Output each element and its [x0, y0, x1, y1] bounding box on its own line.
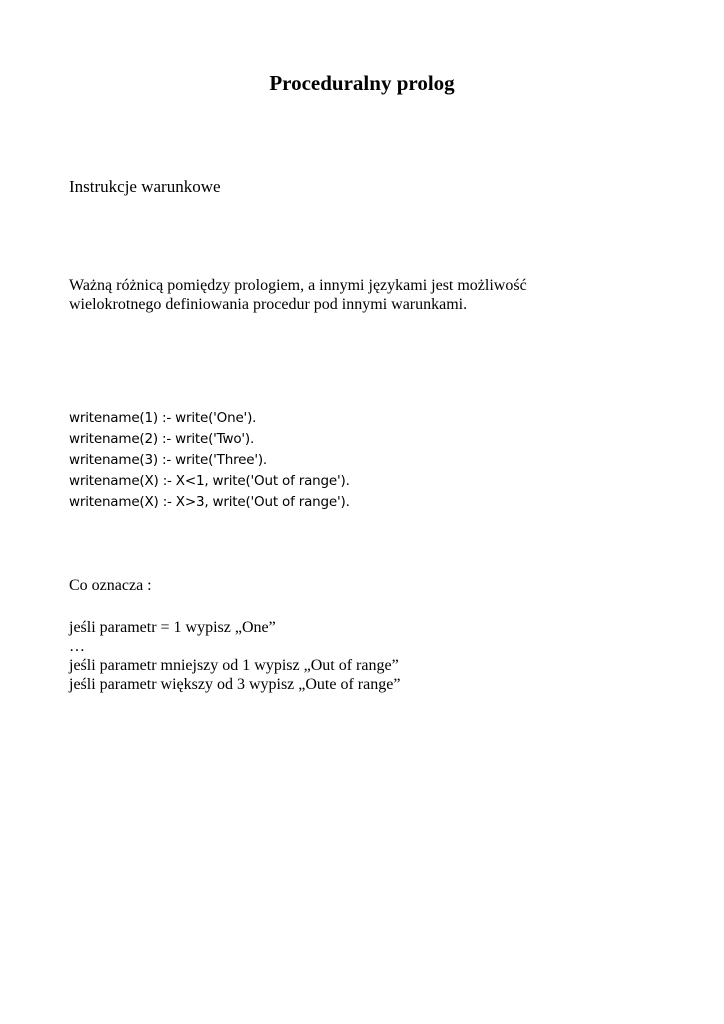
meaning-line: jeśli parametr większy od 3 wypisz „Oute of range” [69, 676, 401, 693]
meaning-line: jeśli parametr = 1 wypisz „One” [69, 619, 276, 636]
code-line: writename(1) :- write('One'). [69, 410, 257, 426]
section-heading: Instrukcje warunkowe [69, 177, 221, 196]
meaning-heading: Co oznacza : [69, 577, 152, 594]
code-line: writename(X) :- X<1, write('Out of range'). [69, 473, 350, 489]
code-block [69, 408, 350, 513]
intro-line: Ważną różnicą pomiędzy prologiem, a innymi językami jest możliwość [69, 277, 527, 294]
code-line: writename(2) :- write('Two'). [69, 431, 255, 447]
intro-line: wielokrotnego definiowania procedur pod innymi warunkami. [69, 296, 468, 313]
page-title: Proceduralny prolog [269, 71, 455, 95]
intro-paragraph [69, 276, 527, 314]
code-line: writename(3) :- write('Three'). [69, 452, 268, 468]
meaning-line: jeśli parametr mniejszy od 1 wypisz „Out of range” [69, 657, 399, 674]
meaning-list [69, 618, 400, 694]
meaning-line: … [69, 638, 85, 655]
code-line: writename(X) :- X>3, write('Out of range'). [69, 494, 350, 510]
